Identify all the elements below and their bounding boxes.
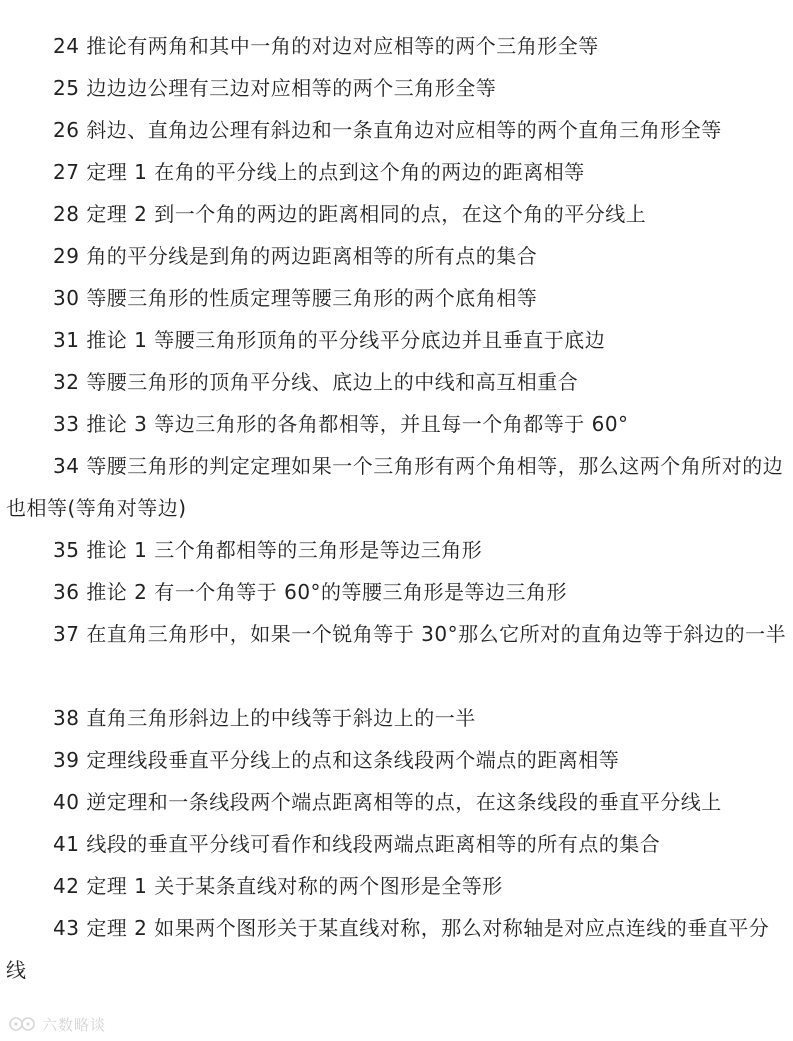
theorem-number: 26: [53, 118, 80, 142]
theorem-35: [6, 529, 788, 571]
theorem-26: [6, 109, 788, 151]
watermark-logo-icon: [8, 1015, 38, 1033]
theorem-number: 24: [53, 34, 80, 58]
theorem-text: 定理 2 如果两个图形关于某直线对称，那么对称轴是对应点连线的垂直平分线: [6, 916, 770, 982]
theorem-24: [6, 25, 788, 67]
theorem-text: 角的平分线是到角的两边距离相等的所有点的集合: [86, 244, 538, 268]
theorem-text: 边边边公理有三边对应相等的两个三角形全等: [86, 76, 497, 100]
theorem-number: 37: [53, 622, 80, 646]
theorem-text: 定理 2 到一个角的两边的距离相同的点，在这个角的平分线上: [86, 202, 647, 226]
theorem-text: 逆定理和一条线段两个端点距离相等的点，在这条线段的垂直平分线上: [86, 790, 722, 814]
theorem-42: [6, 865, 788, 907]
theorem-31: [6, 319, 788, 361]
theorem-text: 直角三角形斜边上的中线等于斜边上的一半: [86, 706, 476, 730]
theorem-text: 等腰三角形的性质定理等腰三角形的两个底角相等: [86, 286, 538, 310]
theorem-text: 推论有两角和其中一角的对边对应相等的两个三角形全等: [86, 34, 599, 58]
theorem-25: [6, 67, 788, 109]
theorem-number: 29: [53, 244, 80, 268]
theorem-text: 斜边、直角边公理有斜边和一条直角边对应相等的两个直角三角形全等: [86, 118, 722, 142]
theorem-text: 定理 1 在角的平分线上的点到这个角的两边的距离相等: [86, 160, 585, 184]
theorem-text: 等腰三角形的顶角平分线、底边上的中线和高互相重合: [86, 370, 579, 394]
theorem-number: 32: [53, 370, 80, 394]
theorem-number: 35: [53, 538, 80, 562]
watermark: [8, 1012, 106, 1036]
theorem-30: [6, 277, 788, 319]
theorem-number: 43: [53, 916, 80, 940]
theorem-number: 34: [53, 454, 80, 478]
theorem-number: 39: [53, 748, 80, 772]
theorem-number: 42: [53, 874, 80, 898]
watermark-text: 六数略谈: [42, 1015, 107, 1034]
theorem-36: [6, 571, 788, 613]
theorem-number: 25: [53, 76, 80, 100]
theorem-number: 31: [53, 328, 80, 352]
theorem-number: 27: [53, 160, 80, 184]
theorem-38: [6, 697, 788, 739]
theorem-40: [6, 781, 788, 823]
theorem-29: [6, 235, 788, 277]
theorem-text: 推论 1 等腰三角形顶角的平分线平分底边并且垂直于底边: [86, 328, 606, 352]
theorem-number: 36: [53, 580, 80, 604]
theorem-33: [6, 403, 788, 445]
theorem-41: [6, 823, 788, 865]
theorem-27: [6, 151, 788, 193]
theorem-32: [6, 361, 788, 403]
theorem-text: 定理 1 关于某条直线对称的两个图形是全等形: [86, 874, 503, 898]
theorem-28: [6, 193, 788, 235]
theorem-37: [6, 613, 788, 655]
theorem-text: 等腰三角形的判定定理如果一个三角形有两个角相等，那么这两个角所对的边也相等(等角对等边): [6, 454, 784, 520]
theorem-number: 40: [53, 790, 80, 814]
theorem-text: 线段的垂直平分线可看作和线段两端点距离相等的所有点的集合: [86, 832, 661, 856]
theorem-34: [6, 445, 788, 529]
theorem-number: 33: [53, 412, 80, 436]
theorem-number: 28: [53, 202, 80, 226]
theorem-number: 41: [53, 832, 80, 856]
theorem-39: [6, 739, 788, 781]
theorem-43: [6, 907, 788, 991]
theorem-number: 30: [53, 286, 80, 310]
theorem-number: 38: [53, 706, 80, 730]
theorem-text: 推论 3 等边三角形的各角都相等，并且每一个角都等于 60°: [86, 412, 629, 436]
theorem-text: 推论 1 三个角都相等的三角形是等边三角形: [86, 538, 483, 562]
theorem-text: 推论 2 有一个角等于 60°的等腰三角形是等边三角形: [86, 580, 568, 604]
theorem-text: 在直角三角形中，如果一个锐角等于 30°那么它所对的直角边等于斜边的一半: [86, 622, 787, 646]
theorem-text: 定理线段垂直平分线上的点和这条线段两个端点的距离相等: [86, 748, 620, 772]
